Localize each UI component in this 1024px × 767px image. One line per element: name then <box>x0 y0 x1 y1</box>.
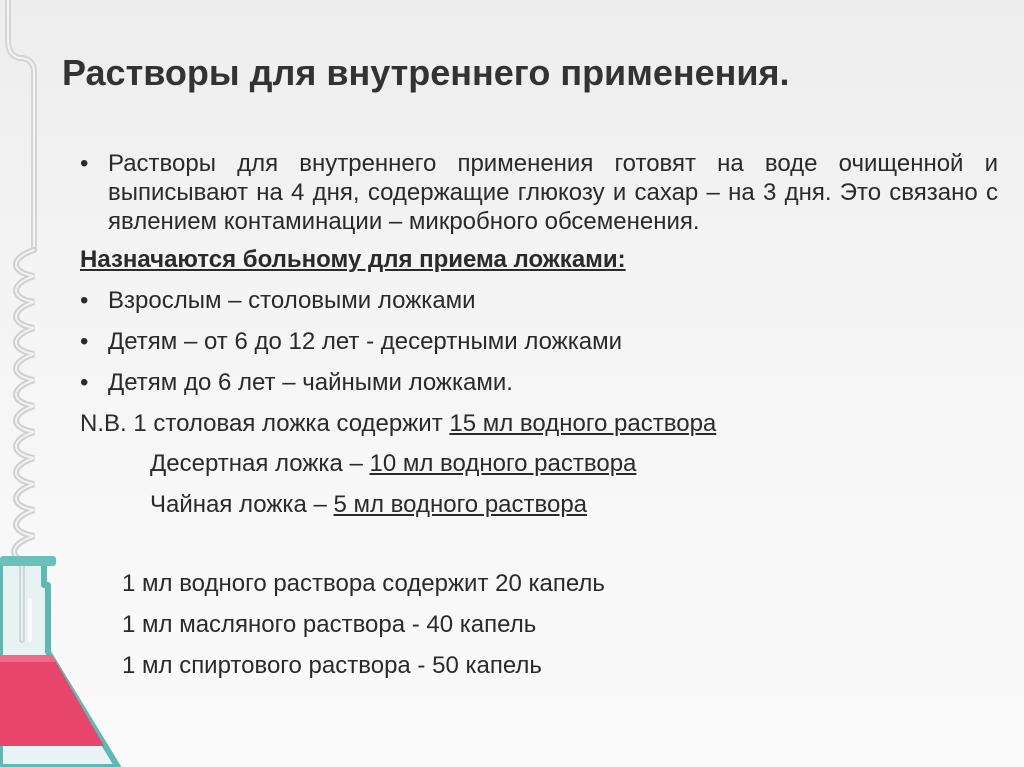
bullet-marker: • <box>80 287 89 315</box>
nb-prefix: Чайная ложка – <box>150 491 334 519</box>
nb-value: 15 мл водного раствора <box>449 409 717 437</box>
list-item <box>80 328 998 357</box>
list-item <box>80 287 998 316</box>
bullet-marker: • <box>80 150 89 177</box>
nb-prefix: Десертная ложка – <box>150 450 370 478</box>
drops-line-alcohol: 1 мл спиртового раствора - 50 капель <box>122 651 542 679</box>
slide-content <box>80 150 998 692</box>
intro-bullet <box>80 150 998 236</box>
drops-line-aqueous: 1 мл водного раствора содержит 20 капель <box>122 569 605 597</box>
spoon-item-children-under-6: Детям до 6 лет – чайными ложками. <box>108 368 513 396</box>
bullet-marker: • <box>80 368 89 396</box>
spoon-heading: Назначаются больному для приема ложками: <box>80 246 626 274</box>
bullet-marker: • <box>80 327 89 355</box>
nb-value: 10 мл водного раствора <box>369 450 637 478</box>
nb-line-dessert-spoon <box>80 450 998 479</box>
nb-value: 5 мл водного раствора <box>333 491 588 519</box>
intro-text: Растворы для внутреннего применения готовят на воде очищенной и выписывают на 4 дня, содержащие глюкозу и сахар – на 3 дня. Это связано с явлением контаминации – микробного обсеменения. <box>108 150 998 235</box>
drops-line-oil: 1 мл масляного раствора - 40 капель <box>122 610 537 638</box>
nb-line-teaspoon <box>80 491 998 520</box>
spoon-item-adults: Взрослым – столовыми ложками <box>108 287 476 315</box>
spacer <box>80 532 998 570</box>
spoon-item-children-6-12: Детям – от 6 до 12 лет - десертными ложками <box>108 327 623 355</box>
nb-prefix: N.B. 1 столовая ложка содержит <box>80 409 450 437</box>
nb-line-tablespoon <box>80 410 998 439</box>
page-title: Растворы для внутреннего применения. <box>62 52 790 93</box>
list-item <box>80 369 998 398</box>
